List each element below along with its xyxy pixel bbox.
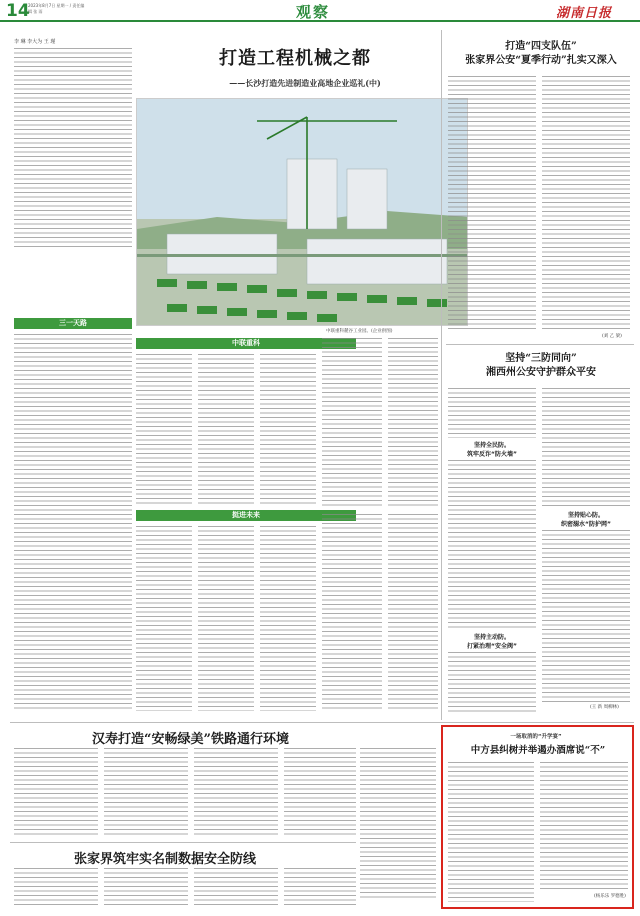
section-bar-future: 挺进未来 bbox=[136, 510, 356, 521]
byline: 李 琳 李大为 王 瑾 bbox=[14, 39, 56, 45]
right-top-text-col2 bbox=[542, 76, 630, 331]
bottom-divider bbox=[10, 842, 356, 843]
railway-text-col2 bbox=[104, 748, 188, 838]
subheading-active-prevention: 坚持主动防。 bbox=[473, 634, 510, 641]
right-top-headline-2: 张家界公安“夏季行动”扎实又深入 bbox=[465, 55, 617, 66]
right-mid-text-col2b bbox=[542, 530, 630, 702]
railway-text-col3 bbox=[194, 748, 278, 838]
future-text-col2 bbox=[198, 526, 254, 711]
subheading-anti-fraud-2: 筑牢反诈“防火墙” bbox=[467, 451, 517, 458]
intro-text bbox=[14, 48, 132, 248]
right-mid-text-col2 bbox=[542, 388, 630, 508]
horizontal-divider bbox=[10, 722, 634, 723]
industrial-park-photo bbox=[136, 98, 468, 326]
highlight-headline: 中方县纠树并举遏办酒席说“不” bbox=[470, 745, 606, 756]
column-divider bbox=[441, 30, 442, 720]
subheading-drowning-2: 织密溺水“防护网” bbox=[561, 521, 611, 528]
data-security-text-col1 bbox=[14, 868, 98, 908]
right-mid-text-col1 bbox=[448, 388, 536, 438]
data-security-text-col3 bbox=[194, 868, 278, 908]
subheading-anti-fraud: 坚持全民防。 bbox=[473, 442, 510, 449]
main-headline: 打造工程机械之都 bbox=[219, 48, 371, 69]
subheading-active-prevention-2: 打紧治理“安全阀” bbox=[467, 643, 517, 650]
zoomlion-text-col2 bbox=[198, 354, 254, 504]
railway-text-col4 bbox=[284, 748, 356, 838]
data-security-text-col2 bbox=[104, 868, 188, 908]
newspaper-logo: 湖南日报 bbox=[556, 6, 613, 21]
photo-illustration bbox=[137, 99, 468, 326]
future-text-col3 bbox=[260, 526, 316, 711]
highlight-kicker: 一场取消的“升学宴” bbox=[510, 734, 562, 740]
zoomlion-text-col1 bbox=[136, 354, 192, 504]
highlight-text-col2 bbox=[540, 762, 628, 890]
photo-caption: 中联重科麓谷工业园。(企业供图) bbox=[326, 329, 393, 334]
zoomlion-text-col4 bbox=[322, 338, 382, 508]
highlight-credit: (杨乐乐 罗德胜) bbox=[594, 894, 626, 899]
zoomlion-text-col3 bbox=[260, 354, 316, 504]
section-bar-zoomlion: 中联重科 bbox=[136, 338, 356, 349]
main-subhead: ——长沙打造先进制造业高地企业巡礼(中) bbox=[229, 78, 381, 88]
zoomlion-text-col5 bbox=[388, 338, 438, 508]
railway-text-col5 bbox=[360, 748, 436, 898]
right-mid-headline-1: 坚持“三防同向” bbox=[505, 353, 577, 364]
highlight-text-col1 bbox=[448, 762, 534, 902]
sany-text bbox=[14, 334, 132, 710]
right-mid-credit: (王 新 周柳林) bbox=[590, 705, 619, 710]
right-top-credit: (刘 乙 梁) bbox=[602, 334, 622, 339]
masthead bbox=[0, 0, 640, 22]
right-divider bbox=[446, 344, 634, 345]
right-top-headline-1: 打造“四支队伍” bbox=[505, 41, 577, 52]
bottom-headline-railway: 汉寿打造“安畅绿美”铁路通行环境 bbox=[92, 732, 289, 747]
page-meta: 2023年8月7日 星期一 / 责任编辑 张 雨 bbox=[28, 3, 85, 14]
section-title: 观察 bbox=[296, 3, 331, 21]
subheading-drowning: 坚持贴心防。 bbox=[567, 512, 604, 519]
right-mid-text-col1c bbox=[448, 652, 536, 712]
future-text-col4 bbox=[322, 514, 382, 711]
future-text-col1 bbox=[136, 526, 192, 711]
right-top-text-col1 bbox=[448, 76, 536, 331]
right-mid-text-col1b bbox=[448, 460, 536, 630]
section-bar-sany: 三一天路 bbox=[14, 318, 132, 329]
right-mid-headline-2: 湘西州公安守护群众平安 bbox=[486, 367, 596, 378]
bottom-headline-data-security: 张家界筑牢实名制数据安全防线 bbox=[74, 852, 257, 867]
data-security-text-col4 bbox=[284, 868, 356, 908]
future-text-col5 bbox=[388, 514, 438, 711]
page-number: 14 bbox=[6, 1, 30, 21]
railway-text-col1 bbox=[14, 748, 98, 838]
